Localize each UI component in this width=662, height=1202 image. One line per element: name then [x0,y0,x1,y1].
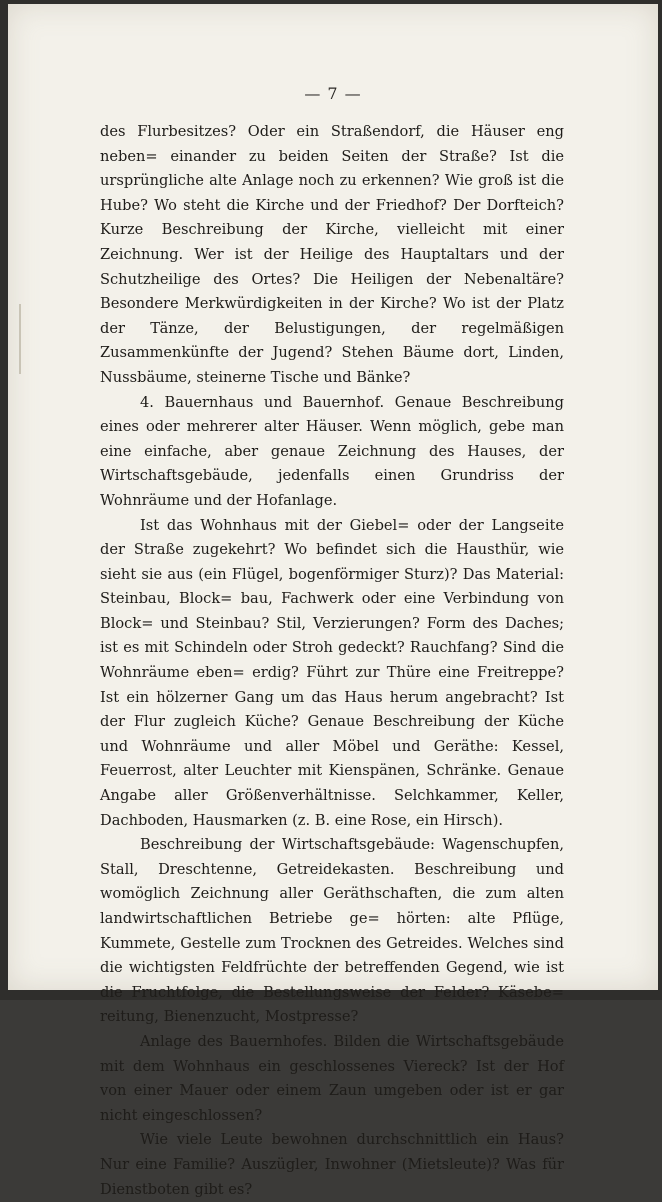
paragraph-3: Ist das Wohnhaus mit der Giebel= oder der Langseite der Straße zugekehrt? Wo befindet sich die Hausthür, wie sieht sie aus (ein Flügel, bogenförmiger Sturz)? Das Material: Steinbau, Block= bau, Fachwerk oder eine Verbindung von Block= und Steinbau? Stil, Verzierungen? Form des Daches; ist es mit Schindeln oder Stroh gedeckt? Rauchfang? Sind die Wohnräume eben= erdig? Führt zur Thüre eine Freitreppe? Ist ein hölzerner Gang um das Haus herum angebracht? Ist der Flur zugleich Küche? Genaue Beschreibung der Küche und Wohnräume und aller Möbel und Geräthe: Kessel, Feuerrost, alter Leuchter mit Kienspänen, Schränke. Genaue Angabe aller Größenverhältnisse. Selchkammer, Keller, Dachboden, Hausmarken (z. B. eine Rose, ein Hirsch). [100,516,564,829]
book-page [8,4,658,1198]
page-number: — 7 — [304,84,362,103]
paragraph-2: 4. Bauernhaus und Bauernhof. Genaue Beschreibung eines oder mehrerer alter Häuser. Wenn möglich, gebe man eine einfache, aber genaue Zeichnung des Hauses, der Wirtschaftsgebäude, jedenfalls einen Grundriss der Wohnräume und der Hofanlage. [100,393,564,509]
page-body [100,120,564,1202]
page-edge-mark [19,304,21,374]
paragraph-1: des Flurbesitzes? Oder ein Straßendorf, die Häuser eng neben= einander zu beiden Seiten der Straße? Ist die ursprüngliche alte Anlage noch zu erkennen? Wie groß ist die Hube? Wo steht die Kirche und der Friedhof? Der Dorfteich? Kurze Beschreibung der Kirche, vielleicht mit einer Zeichnung. Wer ist der Heilige des Hauptaltars und der Schutzheilige des Ortes? Die Heiligen der Nebenaltäre? Besondere Merkwürdigkeiten in der Kirche? Wo ist der Platz der Tänze, der Belustigungen, der regelmäßigen Zusammenkünfte der Jugend? Stehen Bäume dort, Linden, Nussbäume, steinerne Tische und Bänke? [100,123,564,386]
paragraph-6: Wie viele Leute bewohnen durchschnittlich ein Haus? Nur eine Familie? Auszügler, Inwohner (Mietsleute)? Was für Dienstboten gibt es? [100,1131,564,1198]
paragraph-5: Anlage des Bauernhofes. Bilden die Wirtschaftsgebäude mit dem Wohnhaus ein geschlossenes Viereck? Ist der Hof von einer Mauer oder einem Zaun umgeben oder ist er gar nicht eingeschlossen? [100,1032,564,1124]
paragraph-4: Beschreibung der Wirtschaftsgebäude: Wagenschupfen, Stall, Dreschtenne, Getreidekasten. Beschreibung und womöglich Zeichnung aller Geräthschaften, die zum alten landwirtschaftlichen Betriebe ge= hörten: alte Pflüge, Kummete, Gestelle zum Trocknen des Getreides. Welches sind die wichtigsten Feldfrüchte der betreffenden Gegend, wie ist die Fruchtfolge, die Bestellungsweise der Felder? Käsebe= reitung, Bienenzucht, Mostpresse? [100,836,564,1026]
